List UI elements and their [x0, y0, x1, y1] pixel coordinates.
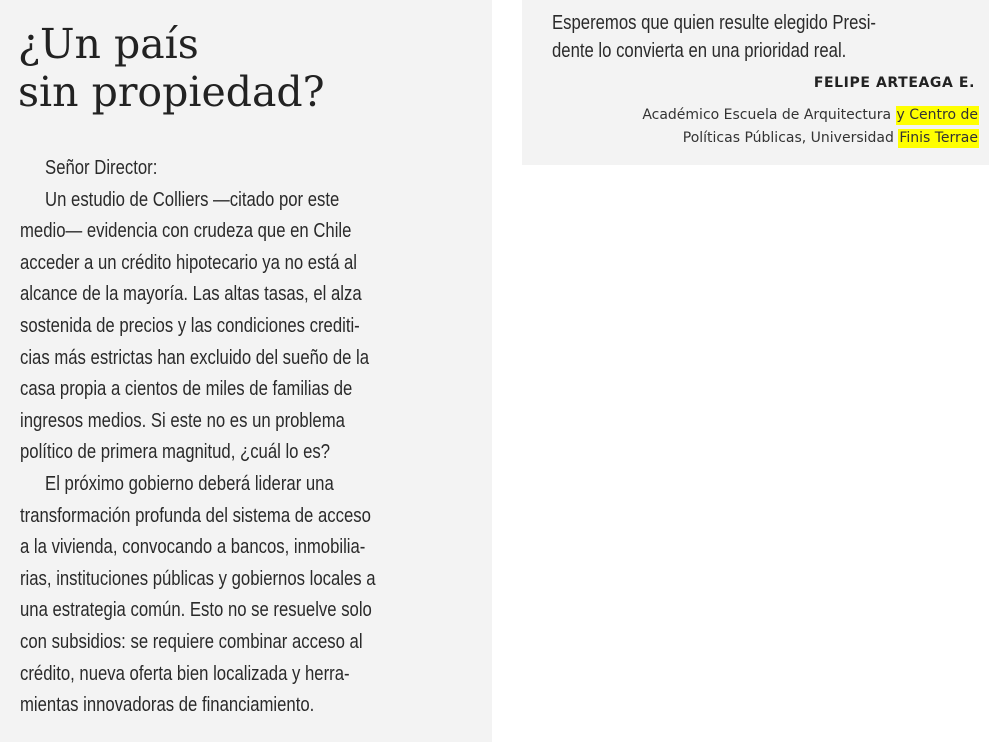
body-line: Un estudio de Colliers —citado por este [45, 188, 340, 211]
affiliation-line-1 [642, 104, 979, 127]
body-line: mientas innovadoras de financiamiento. [20, 694, 315, 717]
body-line: El próximo gobierno deberá liderar una [45, 472, 334, 495]
body-line: político de primera magnitud, ¿cuál lo es? [20, 441, 331, 464]
body-line: cias más estrictas han excluido del sueño de la [20, 346, 370, 369]
headline-line-2: sin propiedad? [18, 68, 325, 116]
body-line: medio— evidencia con crudeza que en Chile [20, 220, 352, 243]
body-line: transformación profunda del sistema de acceso [20, 504, 371, 527]
highlighted-text: y Centro de [896, 107, 978, 123]
salutation: Señor Director: [45, 157, 158, 179]
affiliation-line-2 [642, 127, 979, 150]
author-signature: FELIPE ARTEAGA E. [813, 75, 975, 91]
body-line: acceder a un crédito hipotecario ya no está al [20, 251, 358, 274]
author-affiliation [642, 104, 979, 150]
body-line: casa propia a cientos de miles de familias de [20, 378, 353, 401]
body-line: ingresos medios. Si este no es un problema [20, 409, 345, 432]
headline-line-1: ¿Un país [18, 20, 199, 68]
affiliation-text: Políticas Públicas, Universidad [682, 130, 899, 146]
affiliation-text: Académico Escuela de Arquitectura [642, 107, 896, 123]
body-line: a la vivienda, convocando a bancos, inmobilia- [20, 536, 366, 559]
closing-line-2: dente lo convierta en una prioridad real. [552, 40, 847, 62]
closing-line-1: Esperemos que quien resulte elegido Presi- [552, 12, 876, 34]
body-line: crédito, nueva oferta bien localizada y herra- [20, 662, 350, 685]
body-line: una estrategia común. Esto no se resuelve solo [20, 599, 372, 622]
body-line: rias, instituciones públicas y gobiernos locales a [20, 567, 376, 590]
body-line: alcance de la mayoría. Las altas tasas, el alza [20, 283, 362, 306]
letter-headline [18, 20, 325, 116]
letter-closing [552, 9, 876, 65]
highlighted-text: Finis Terrae [899, 130, 978, 146]
body-line: sostenida de precios y las condiciones crediti- [20, 314, 360, 337]
body-line: con subsidios: se requiere combinar acceso al [20, 630, 363, 653]
letter-body [20, 153, 489, 722]
